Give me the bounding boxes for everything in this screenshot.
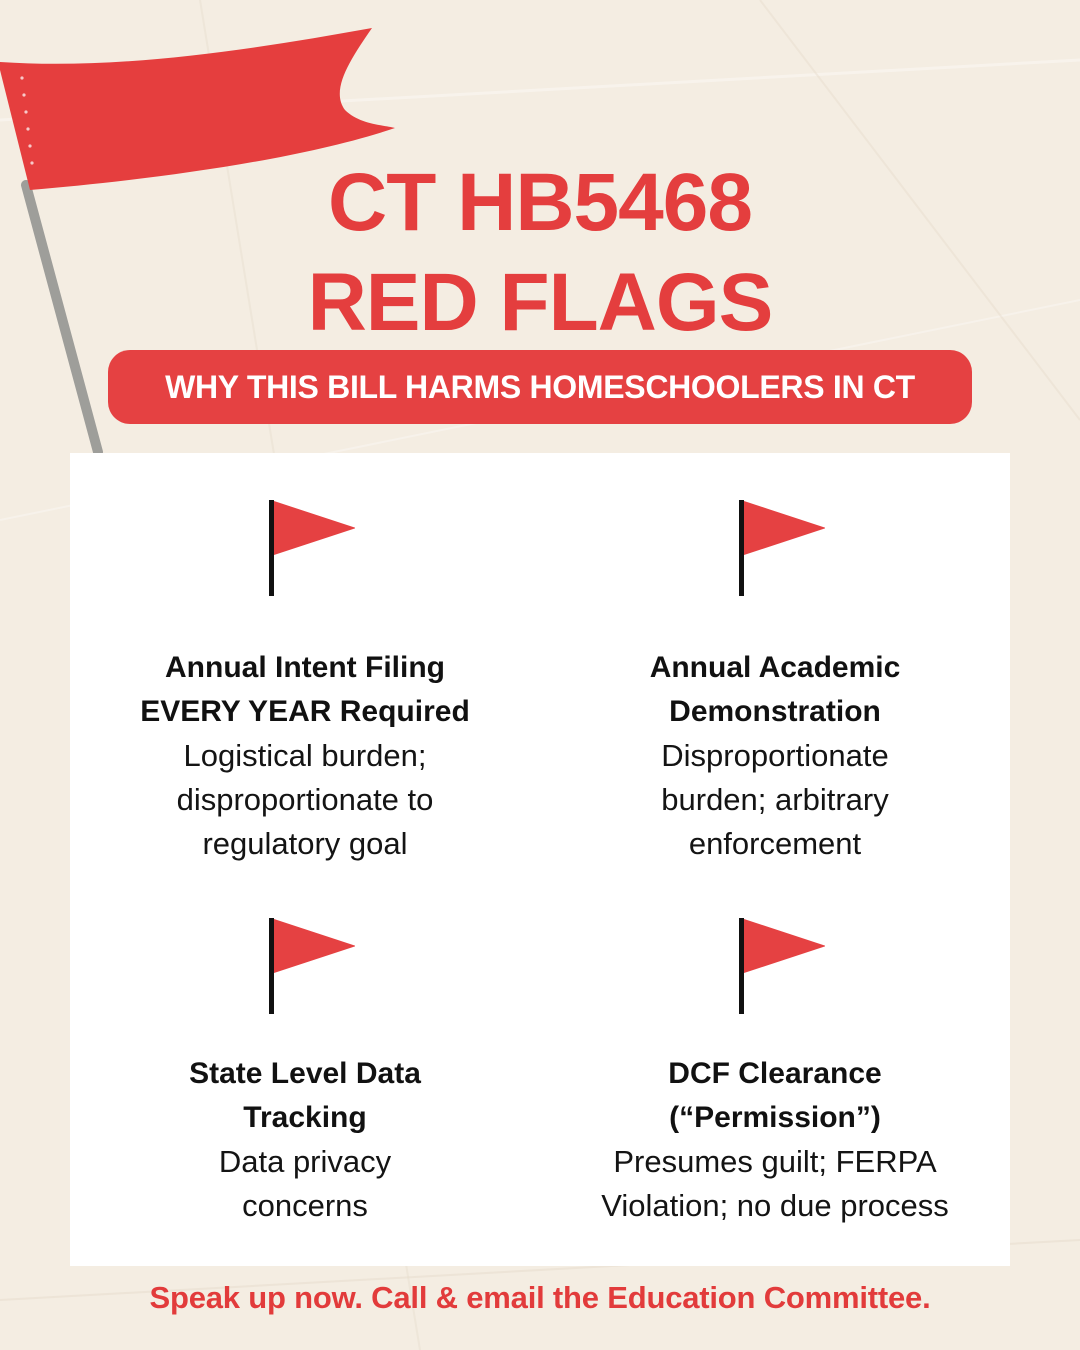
- subtitle-banner: [108, 350, 972, 424]
- item-heading-line: State Level Data: [189, 1057, 421, 1090]
- page-title-line-1: CT HB5468: [328, 157, 752, 248]
- item-description-line: Logistical burden;: [183, 738, 427, 773]
- item-heading-line: (“Permission”): [669, 1101, 881, 1134]
- item-heading-line: Tracking: [243, 1101, 367, 1134]
- red-flag-item-academic-demonstration: [540, 498, 1010, 866]
- red-flag-icon: [725, 498, 825, 598]
- item-description-line: concerns: [242, 1188, 368, 1223]
- red-flag-item-data-tracking: [70, 916, 540, 1228]
- item-description-line: Disproportionate: [661, 738, 889, 773]
- item-description-line: regulatory goal: [202, 826, 408, 861]
- item-heading-line: Demonstration: [669, 695, 881, 728]
- item-heading-line: Annual Academic: [649, 651, 901, 684]
- red-flag-icon: [255, 498, 355, 598]
- item-heading-line: EVERY YEAR Required: [140, 695, 470, 728]
- call-to-action: Speak up now. Call & email the Education Committee.: [149, 1280, 931, 1315]
- red-flags-card: [70, 453, 1010, 1266]
- page-title-line-2: RED FLAGS: [307, 257, 773, 348]
- item-description-line: disproportionate to: [176, 782, 434, 817]
- item-heading-line: DCF Clearance: [668, 1057, 882, 1090]
- item-description-line: Presumes guilt; FERPA: [613, 1144, 937, 1179]
- red-flag-icon: [255, 916, 355, 1016]
- item-description-line: Data privacy: [218, 1144, 392, 1179]
- red-flag-item-intent-filing: [70, 498, 540, 866]
- red-flag-icon: [725, 916, 825, 1016]
- item-heading-line: Annual Intent Filing: [165, 651, 445, 684]
- red-flag-item-dcf-clearance: [540, 916, 1010, 1228]
- subtitle-text: WHY THIS BILL HARMS HOMESCHOOLERS IN CT: [165, 368, 915, 405]
- item-description-line: enforcement: [688, 826, 862, 861]
- item-description-line: burden; arbitrary: [661, 782, 889, 817]
- item-description-line: Violation; no due process: [601, 1188, 949, 1223]
